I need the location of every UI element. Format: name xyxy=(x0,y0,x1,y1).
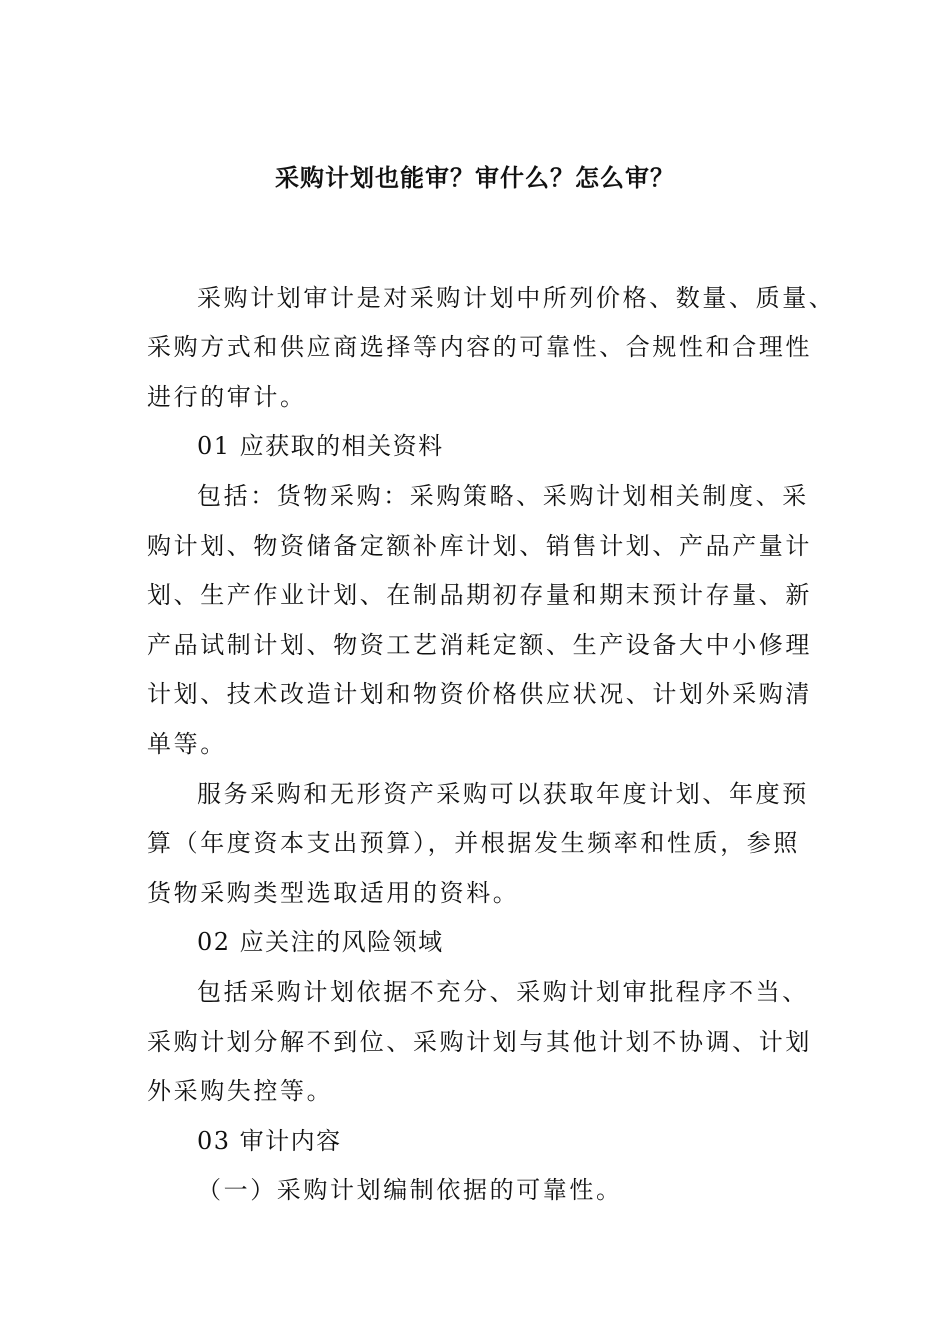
section-1-heading: 01 应获取的相关资料 xyxy=(197,432,444,460)
section-1-para-2-line-1: 服务采购和无形资产采购可以获取年度计划、年度预 xyxy=(197,780,809,808)
section-1-para-1-line-6: 单等。 xyxy=(147,730,227,758)
section-2-para-1-line-3: 外采购失控等。 xyxy=(147,1077,334,1105)
section-2-para-1-line-2: 采购计划分解不到位、采购计划与其他计划不协调、计划 xyxy=(147,1028,812,1056)
section-2-para-1-line-1: 包括采购计划依据不充分、采购计划审批程序不当、 xyxy=(197,978,809,1006)
section-1-para-1-line-3: 划、生产作业计划、在制品期初存量和期末预计存量、新 xyxy=(147,581,812,609)
intro-line-2: 采购方式和供应商选择等内容的可靠性、合规性和合理性 xyxy=(147,333,812,361)
section-1-para-2-line-3: 货物采购类型选取适用的资料。 xyxy=(147,879,520,907)
section-1-para-1-line-5: 计划、技术改造计划和物资价格供应状况、计划外采购清 xyxy=(147,680,812,708)
section-3-heading: 03 审计内容 xyxy=(197,1127,342,1155)
section-2-heading: 02 应关注的风险领域 xyxy=(197,928,444,956)
section-1-para-2-line-2: 算（年度资本支出预算），并根据发生频率和性质，参照 xyxy=(147,829,800,857)
section-1-para-1-line-2: 购计划、物资储备定额补库计划、销售计划、产品产量计 xyxy=(147,532,812,560)
intro-line-3: 进行的审计。 xyxy=(147,383,307,411)
intro-line-1: 采购计划审计是对采购计划中所列价格、数量、质量、 xyxy=(197,284,836,312)
section-1-para-1-line-4: 产品试制计划、物资工艺消耗定额、生产设备大中小修理 xyxy=(147,631,812,659)
section-1-para-1-line-1: 包括：货物采购：采购策略、采购计划相关制度、采 xyxy=(197,482,809,510)
document-title: 采购计划也能审？审什么？怎么审？ xyxy=(275,163,675,192)
section-3-item-1: （一）采购计划编制依据的可靠性。 xyxy=(197,1176,623,1204)
